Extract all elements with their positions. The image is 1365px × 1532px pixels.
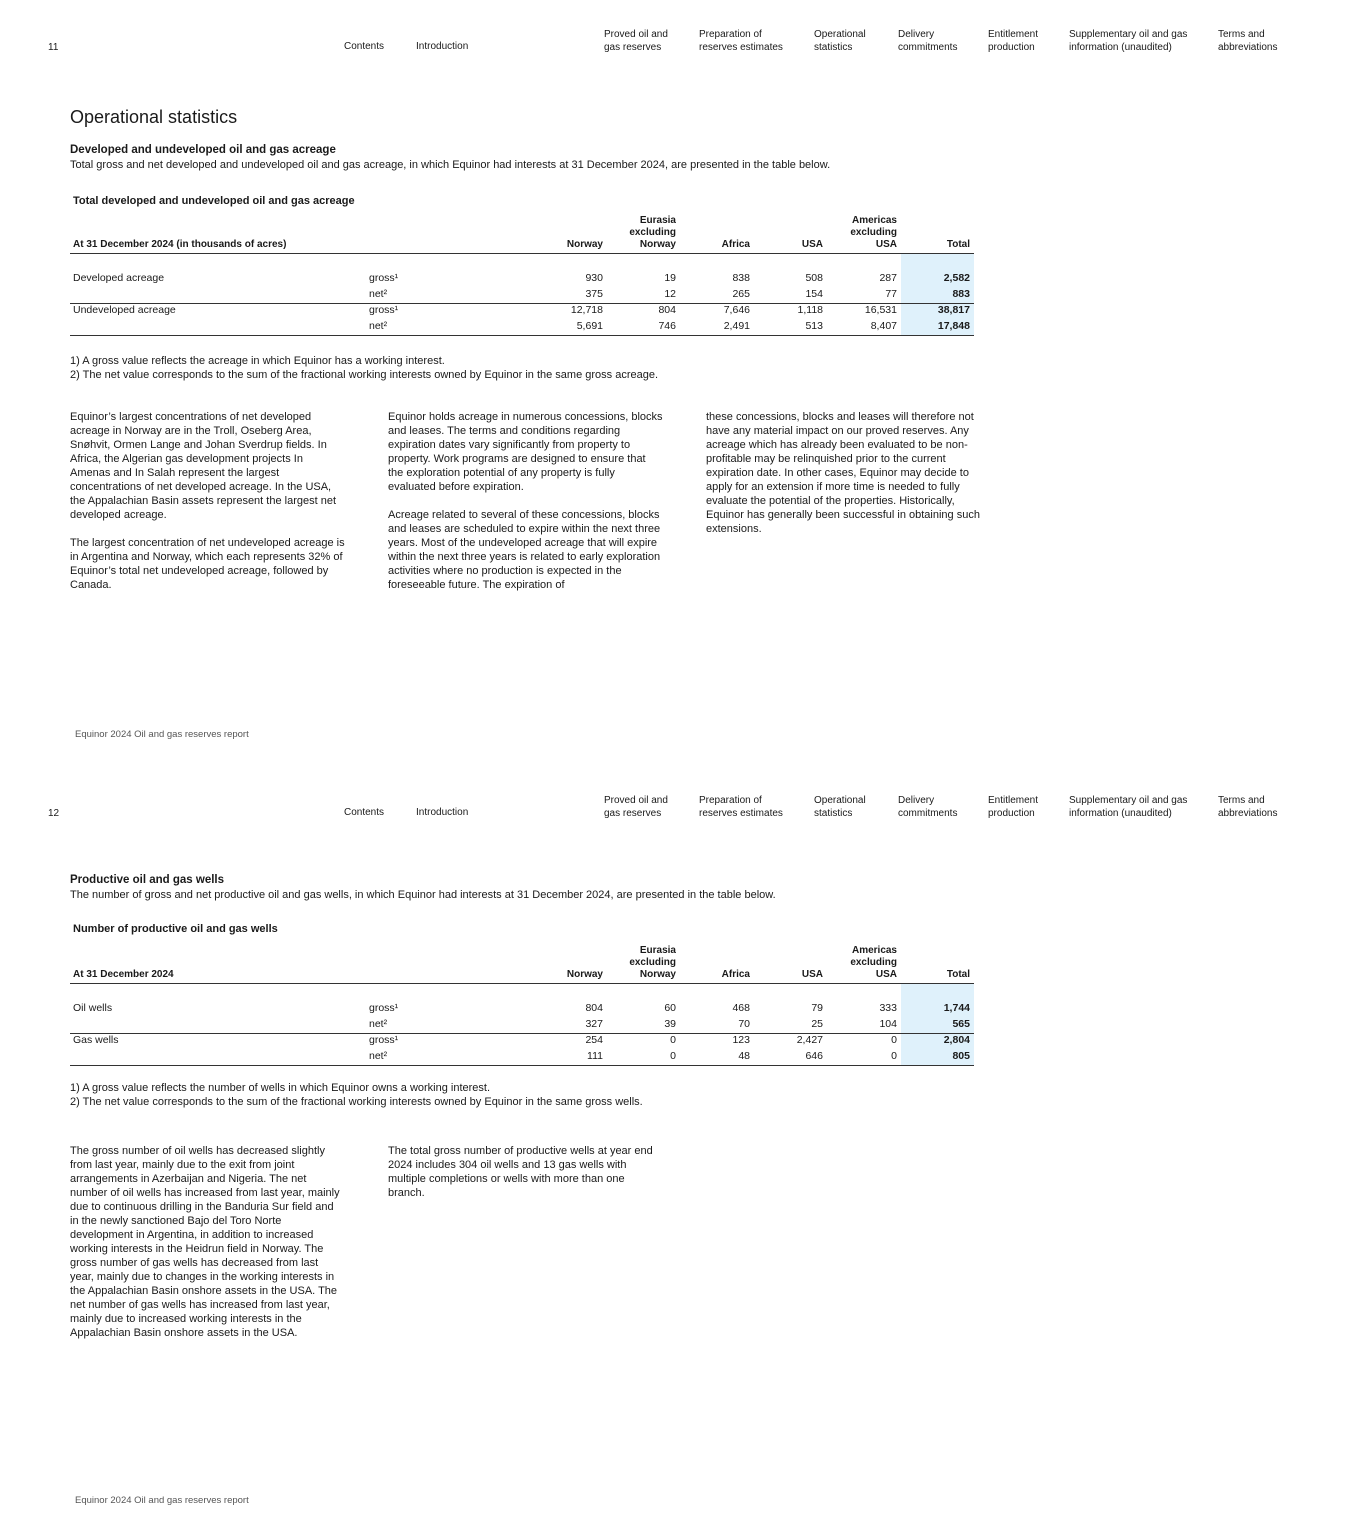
footnote-2: 2) The net value corresponds to the sum of the fractional working interests owned by Equinor in the same gross wells. xyxy=(70,1096,643,1108)
table-title: Total developed and undeveloped oil and gas acreage xyxy=(73,195,355,207)
column-header-norway: Norway xyxy=(566,239,603,250)
nav-link-label: Contents xyxy=(344,807,385,818)
nav-supplementary-info-link[interactable] xyxy=(1069,29,1187,54)
nav-preparation-estimates-link[interactable] xyxy=(699,29,783,54)
text-column-2 xyxy=(388,410,663,606)
nav-link-label: Supplementary oil and gas xyxy=(1069,29,1188,40)
cell-norway: 804 xyxy=(585,1002,603,1014)
cell-norway: 12,718 xyxy=(570,304,603,316)
nav-introduction-link[interactable] xyxy=(416,41,468,54)
nav-contents-link[interactable] xyxy=(344,807,384,820)
nav-link-label: information (unaudited) xyxy=(1069,807,1172,819)
nav-link-label: Introduction xyxy=(416,807,469,818)
page-title: Operational statistics xyxy=(70,107,238,127)
section-heading: Productive oil and gas wells xyxy=(70,874,225,886)
cell-americas-excl-usa: 333 xyxy=(879,1002,897,1014)
cell-africa: 48 xyxy=(738,1050,750,1062)
cell-total: 565 xyxy=(952,1018,970,1030)
nav-link-label: statistics xyxy=(814,807,853,819)
nav-link-label: Operational xyxy=(814,795,866,806)
stub-header: At 31 December 2024 (in thousands of acres) xyxy=(73,239,287,250)
header-rule xyxy=(70,983,974,984)
column-header-americas-excl-usa: USA xyxy=(875,239,897,250)
row-type: net² xyxy=(369,320,388,332)
row-type: net² xyxy=(369,1050,388,1062)
cell-usa: 508 xyxy=(805,272,823,284)
nav-link-label: gas reserves xyxy=(604,41,662,53)
nav-introduction-link[interactable] xyxy=(416,807,468,820)
text-column-2 xyxy=(388,1144,663,1214)
footnote-1: 1) A gross value reflects the acreage in which Equinor has a working interest. xyxy=(70,355,445,367)
nav-link-label: production xyxy=(988,41,1035,53)
cell-norway: 930 xyxy=(585,272,603,284)
page-12 xyxy=(0,766,1365,1532)
page-number: 11 xyxy=(48,42,59,53)
group-rule xyxy=(70,1033,974,1034)
cell-africa: 2,491 xyxy=(723,320,750,332)
nav-link-label: Proved oil and xyxy=(604,29,668,40)
wells-table xyxy=(70,942,974,1066)
nav-link-label: Introduction xyxy=(416,41,469,52)
text-column-1 xyxy=(70,410,345,606)
nav-delivery-commitments-link[interactable] xyxy=(898,29,957,54)
section-intro: Total gross and net developed and undeveloped oil and gas acreage, in which Equinor had interests at 31 December 2024, are presented in the table below. xyxy=(70,159,831,171)
nav-link-label: commitments xyxy=(898,807,958,819)
row-label: Undeveloped acreage xyxy=(73,304,176,316)
column-header-total: Total xyxy=(946,239,970,250)
nav-terms-abbreviations-link[interactable] xyxy=(1218,29,1277,54)
column-header-americas-excl-usa: USA xyxy=(875,969,897,980)
cell-americas-excl-usa: 16,531 xyxy=(864,304,897,316)
nav-link-label: Delivery xyxy=(898,795,935,806)
table-title: Number of productive oil and gas wells xyxy=(73,923,278,935)
nav-link-label: Contents xyxy=(344,41,385,52)
paragraph: Equinor holds acreage in numerous concessions, blocks and leases. The terms and conditions regarding expiration dates vary significantly from property to property. Work programs are designed to ensure that the exploration potential of any property is fully evaluated before expiration. xyxy=(388,411,663,493)
nav-link-label: Delivery xyxy=(898,29,935,40)
nav-link-label: Preparation of xyxy=(699,29,762,40)
cell-usa: 154 xyxy=(805,288,823,300)
nav-link-label: statistics xyxy=(814,41,853,53)
nav-link-label: production xyxy=(988,807,1035,819)
cell-africa: 468 xyxy=(732,1002,750,1014)
cell-usa: 25 xyxy=(811,1018,823,1030)
nav-entitlement-production-link[interactable] xyxy=(988,795,1038,820)
row-label: Oil wells xyxy=(73,1002,113,1014)
column-header-usa: USA xyxy=(801,969,823,980)
nav-link-label: commitments xyxy=(898,41,958,53)
cell-usa: 646 xyxy=(805,1050,823,1062)
group-rule xyxy=(70,303,974,304)
column-header-eurasia-excl-norway: excluding xyxy=(629,957,676,968)
cell-americas-excl-usa: 0 xyxy=(891,1034,897,1046)
nav-contents-link[interactable] xyxy=(344,41,384,54)
column-header-eurasia-excl-norway: excluding xyxy=(629,227,676,238)
paragraph: Acreage related to several of these concessions, blocks and leases are scheduled to expire within the next three years. Most of the undeveloped acreage that will expire within the next three years is related to early exploration activities where no production is expected in the foreseeable future. The expiration of xyxy=(388,509,661,591)
paragraph: The largest concentration of net undeveloped acreage is in Argentina and Norway, which each represents 32% of Equinor’s total net undeveloped acreage, followed by Canada. xyxy=(70,537,345,591)
cell-norway: 375 xyxy=(585,288,603,300)
footnote-2: 2) The net value corresponds to the sum of the fractional working interests owned by Equinor in the same gross acreage. xyxy=(70,369,659,381)
column-header-eurasia-excl-norway: Norway xyxy=(639,969,676,980)
cell-americas-excl-usa: 77 xyxy=(885,288,897,300)
column-header-usa: USA xyxy=(801,239,823,250)
page-number: 12 xyxy=(48,808,60,819)
nav-delivery-commitments-link[interactable] xyxy=(898,795,957,820)
cell-total: 2,582 xyxy=(943,272,970,284)
row-type: net² xyxy=(369,1018,388,1030)
nav-link-label: Terms and xyxy=(1218,795,1265,806)
cell-africa: 70 xyxy=(738,1018,750,1030)
cell-americas-excl-usa: 8,407 xyxy=(870,320,897,332)
paragraph: these concessions, blocks and leases will therefore not have any material impact on our proved reserves. Any acreage which has already been evaluated to be non-profitable may be relinquished prior to the current expiration date. In other cases, Equinor may decide to apply for an extension if more time is needed to fully evaluate the potential of the properties. Historically, Equinor has generally been successful in obtaining such extensions. xyxy=(706,411,980,535)
paragraph: Equinor’s largest concentrations of net developed acreage in Norway are in the Troll, Oseberg Area, Snøhvit, Ormen Lange and Johan Sverdrup fields. In Africa, the Algerian gas development projects In Amenas and In Salah represent the largest concentrations of net developed acreage. In the USA, the Appalachian Basin assets represent the largest net developed acreage. xyxy=(70,411,337,521)
nav-link-label: gas reserves xyxy=(604,807,662,819)
column-header-americas-excl-usa: excluding xyxy=(850,227,897,238)
nav-link-label: reserves estimates xyxy=(699,41,783,53)
cell-eurasia-excl-norway: 746 xyxy=(658,320,676,332)
cell-africa: 838 xyxy=(732,272,750,284)
column-header-americas-excl-usa: Americas xyxy=(851,215,897,226)
stub-header: At 31 December 2024 xyxy=(73,969,174,980)
cell-africa: 265 xyxy=(732,288,750,300)
cell-eurasia-excl-norway: 804 xyxy=(658,304,676,316)
paragraph: The gross number of oil wells has decreased slightly from last year, mainly due to the exit from joint arrangements in Azerbaijan and Nigeria. The net number of oil wells has increased from last year, mainly due to continuous drilling in the Banduria Sur field and in the newly sanctioned Bajo del Toro Norte development in Argentina, in addition to increased working interests in the Heidrun field in Norway. The gross number of gas wells has decreased from last year, mainly due to changes in the working interests in the Appalachian Basin onshore assets in the USA. The net number of gas wells has increased from last year, mainly due to increased working interests in the Appalachian Basin onshore assets in the USA. xyxy=(70,1145,340,1339)
nav-link-label: reserves estimates xyxy=(699,807,783,819)
nav-link-label: Proved oil and xyxy=(604,795,668,806)
cell-total: 17,848 xyxy=(937,320,970,332)
bottom-rule xyxy=(70,335,974,336)
section-intro: The number of gross and net productive oil and gas wells, in which Equinor had interests at 31 December 2024, are presented in the table below. xyxy=(70,889,776,901)
nav-terms-abbreviations-link[interactable] xyxy=(1218,795,1277,820)
nav-supplementary-info-link[interactable] xyxy=(1069,795,1187,820)
nav-entitlement-production-link[interactable] xyxy=(988,29,1038,54)
nav-proved-reserves-link[interactable] xyxy=(604,29,668,54)
page-footer: Equinor 2024 Oil and gas reserves report xyxy=(75,729,249,740)
cell-eurasia-excl-norway: 60 xyxy=(664,1002,676,1014)
cell-africa: 7,646 xyxy=(723,304,750,316)
row-type: net² xyxy=(369,288,388,300)
column-header-eurasia-excl-norway: Eurasia xyxy=(639,945,676,956)
text-column-3 xyxy=(706,410,984,550)
row-type: gross¹ xyxy=(369,272,399,284)
page-footer: Equinor 2024 Oil and gas reserves report xyxy=(75,1495,249,1506)
cell-eurasia-excl-norway: 12 xyxy=(664,288,676,300)
bottom-rule xyxy=(70,1065,974,1066)
nav-proved-reserves-link[interactable] xyxy=(604,795,668,820)
cell-eurasia-excl-norway: 0 xyxy=(670,1034,676,1046)
row-label: Developed acreage xyxy=(73,272,165,284)
cell-total: 883 xyxy=(952,288,970,300)
cell-total: 805 xyxy=(952,1050,970,1062)
nav-link-label: Entitlement xyxy=(988,795,1039,806)
row-type: gross¹ xyxy=(369,1034,399,1046)
cell-norway: 327 xyxy=(585,1018,603,1030)
cell-usa: 2,427 xyxy=(796,1034,823,1046)
paragraph: The total gross number of productive wells at year end 2024 includes 304 oil wells and 13 gas wells with multiple completions or wells with more than one branch. xyxy=(388,1145,653,1199)
cell-norway: 111 xyxy=(587,1050,603,1062)
column-header-americas-excl-usa: Americas xyxy=(851,945,897,956)
section-heading: Developed and undeveloped oil and gas acreage xyxy=(70,144,336,156)
cell-americas-excl-usa: 287 xyxy=(879,272,897,284)
header-rule xyxy=(70,253,974,254)
nav-operational-statistics-link[interactable] xyxy=(814,29,866,54)
cell-usa: 513 xyxy=(805,320,823,332)
nav-link-label: Entitlement xyxy=(988,29,1039,40)
cell-norway: 5,691 xyxy=(576,320,603,332)
cell-eurasia-excl-norway: 39 xyxy=(664,1018,676,1030)
cell-norway: 254 xyxy=(585,1034,603,1046)
cell-usa: 79 xyxy=(811,1002,823,1014)
nav-link-label: abbreviations xyxy=(1218,807,1278,819)
column-header-americas-excl-usa: excluding xyxy=(850,957,897,968)
row-type: gross¹ xyxy=(369,304,399,316)
nav-link-label: information (unaudited) xyxy=(1069,41,1172,53)
acreage-table xyxy=(70,212,974,336)
row-label: Gas wells xyxy=(73,1034,119,1046)
footnote-1: 1) A gross value reflects the number of wells in which Equinor owns a working interest. xyxy=(70,1082,491,1094)
nav-link-label: Operational xyxy=(814,29,866,40)
column-header-eurasia-excl-norway: Norway xyxy=(639,239,676,250)
column-header-africa: Africa xyxy=(721,969,750,980)
column-header-eurasia-excl-norway: Eurasia xyxy=(639,215,676,226)
nav-preparation-estimates-link[interactable] xyxy=(699,795,783,820)
nav-link-label: Terms and xyxy=(1218,29,1265,40)
cell-americas-excl-usa: 0 xyxy=(891,1050,897,1062)
column-header-africa: Africa xyxy=(721,239,750,250)
cell-americas-excl-usa: 104 xyxy=(879,1018,897,1030)
column-header-norway: Norway xyxy=(566,969,603,980)
cell-africa: 123 xyxy=(732,1034,750,1046)
nav-link-label: Preparation of xyxy=(699,795,762,806)
nav-link-label: Supplementary oil and gas xyxy=(1069,795,1188,806)
column-header-total: Total xyxy=(946,969,970,980)
cell-total: 2,804 xyxy=(943,1034,970,1046)
cell-eurasia-excl-norway: 19 xyxy=(664,272,676,284)
cell-eurasia-excl-norway: 0 xyxy=(670,1050,676,1062)
row-type: gross¹ xyxy=(369,1002,399,1014)
cell-total: 38,817 xyxy=(937,304,970,316)
text-column-1 xyxy=(70,1144,345,1354)
cell-total: 1,744 xyxy=(943,1002,970,1014)
cell-usa: 1,118 xyxy=(797,304,823,316)
nav-operational-statistics-link[interactable] xyxy=(814,795,866,820)
nav-link-label: abbreviations xyxy=(1218,41,1278,53)
